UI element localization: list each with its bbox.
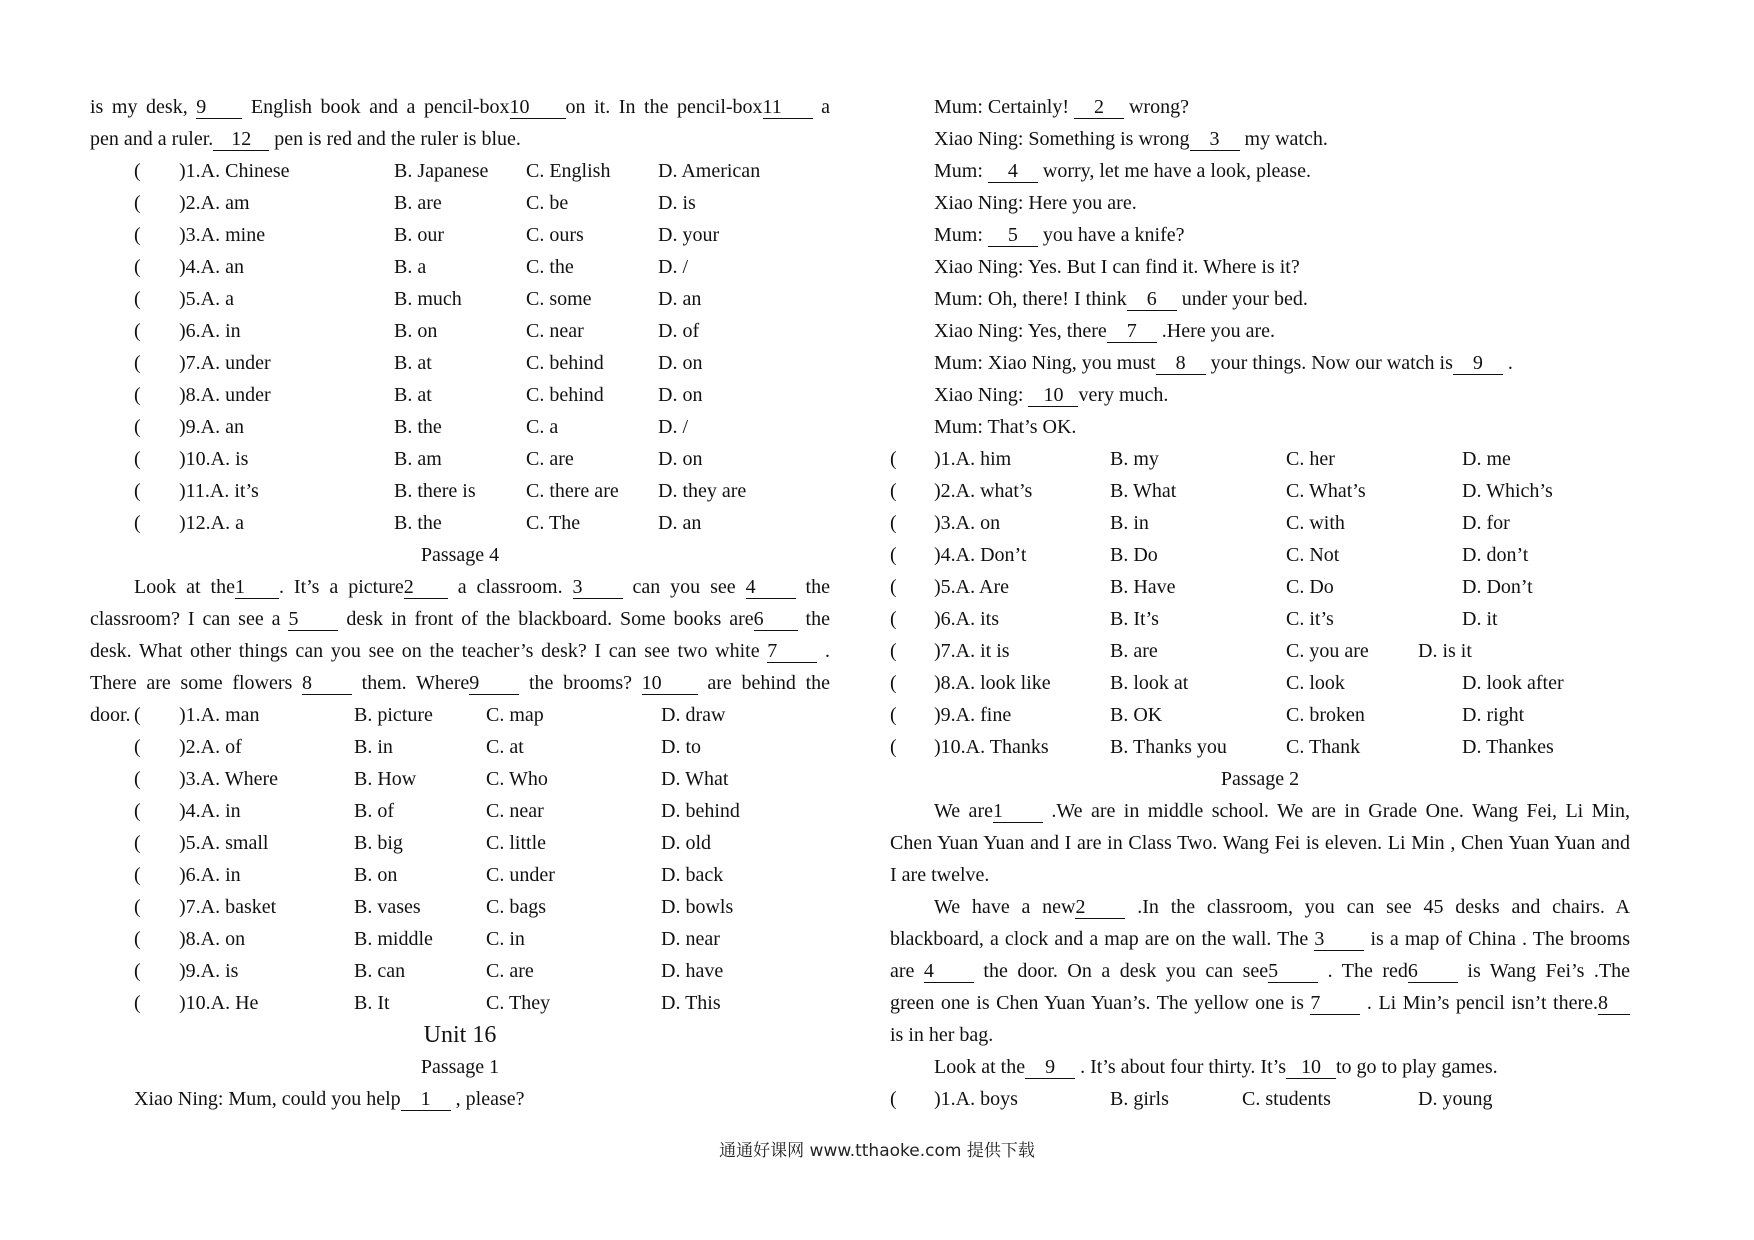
dialogue-line: Mum: 5 you have a knife? [934, 224, 1185, 246]
p4-line-2: classroom? I can see a 5 desk in front of the blackboard. Some books are6 the [90, 608, 830, 630]
question-row: ( )10.A. is B. am C. are D. on [134, 448, 703, 470]
p4-line-3: desk. What other things can you see on the teacher’s desk? I can see two white 7 . [90, 640, 830, 662]
passage-2-text [890, 795, 1630, 1083]
dialogue-line: Mum: That’s OK. [934, 416, 1077, 438]
dialogue-line: Mum: Oh, there! I think 6 under your bed. [934, 288, 1308, 310]
question-row: ( )5.A. small B. big C. little D. old [134, 832, 711, 854]
p2-line: We are1 .We are in middle school. We are in Grade One. Wang Fei, Li Min, [934, 800, 1630, 822]
passage-3-questions [90, 155, 830, 539]
question-row: ( )12.A. a B. the C. The D. an [134, 512, 702, 534]
question-row: ( )3.A. Where B. How C. Who D. What [134, 768, 729, 790]
blank-12: 12 [213, 128, 269, 151]
question-row: ( )8.A. under B. at C. behind D. on [134, 384, 703, 406]
p3-line-1: is my desk, 9 English book and a pencil-box10 on it. In the pencil-box11 a [90, 96, 830, 118]
p2-line: I are twelve. [890, 864, 990, 886]
question-row: ( )10.A. Thanks B. Thanks you C. Thank D. Thankes [890, 736, 1554, 758]
passage-4-questions [90, 699, 830, 1019]
question-row: ( )9.A. is B. can C. are D. have [134, 960, 724, 982]
dialogue-line: Xiao Ning: Here you are. [934, 192, 1137, 214]
p2-line: are 4 the door. On a desk you can see5 . The red6 is Wang Fei’s .The [890, 960, 1631, 982]
question-row: ( )4.A. in B. of C. near D. behind [134, 800, 740, 822]
question-row: ( )6.A. in B. on C. near D. of [134, 320, 700, 342]
dialogue-line: Mum: Xiao Ning, you must 8 your things. Now our watch is 9 . [934, 352, 1513, 374]
question-row: ( )10.A. He B. It C. They D. This [134, 992, 721, 1014]
question-row: ( )1.A. him B. my C. her D. me [890, 448, 1511, 470]
dialogue [890, 91, 1630, 443]
p4-line-4: There are some flowers 8 them. Where9 the brooms? 10 are behind the [90, 672, 831, 694]
p2-line: blackboard, a clock and a map are on the wall. The 3 is a map of China . The brooms [890, 928, 1630, 950]
blank-11: 11 [763, 96, 813, 119]
p2-line: is in her bag. [890, 1024, 994, 1046]
question-row: ( )4.A. Don’t B. Do C. Not D. don’t [890, 544, 1529, 566]
unit-title: Unit 16 [423, 1022, 497, 1048]
dialogue-line: Xiao Ning: Something is wrong 3 my watch. [934, 128, 1328, 150]
question-row: ( )11.A. it’s B. there is C. there are D. they are [134, 480, 747, 502]
question-row: ( )3.A. on B. in C. with D. for [890, 512, 1510, 534]
question-row: ( )5.A. a B. much C. some D. an [134, 288, 702, 310]
question-row: ( )2.A. what’s B. What C. What’s D. Which’s [890, 480, 1553, 502]
p2-line: Chen Yuan Yuan and I are in Class Two. Wang Fei is eleven. Li Min , Chen Yuan Yuan and [890, 832, 1630, 854]
question-row: ( )1.A. boys B. girls C. students D. young [890, 1088, 1493, 1110]
question-row: ( )7.A. basket B. vases C. bags D. bowls [134, 896, 734, 918]
question-row: ( )2.A. of B. in C. at D. to [134, 736, 701, 758]
question-row: ( )7.A. under B. at C. behind D. on [134, 352, 703, 374]
question-row: ( )9.A. an B. the C. a D. / [134, 416, 688, 438]
passage-2-title: Passage 2 [1220, 768, 1300, 790]
dialogue-line: Xiao Ning: Yes. But I can find it. Where is it? [934, 256, 1300, 278]
question-row: ( )2.A. am B. are C. be D. is [134, 192, 696, 214]
question-row: ( )1.A. Chinese B. Japanese C. English D. American [134, 160, 761, 182]
dialogue-line: Mum: 4 worry, let me have a look, please. [934, 160, 1311, 182]
blank-10: 10 [510, 96, 566, 119]
question-row: ( )6.A. in B. on C. under D. back [134, 864, 724, 886]
question-row: ( )8.A. on B. middle C. in D. near [134, 928, 720, 950]
p2-line: green one is Chen Yuan Yuan’s. The yellow one is 7 . Li Min’s pencil isn’t there.8 [890, 987, 1630, 1019]
p3-line-2: pen and a ruler. 12 pen is red and the ruler is blue. [90, 128, 521, 150]
blank-9: 9 [196, 96, 242, 119]
dialogue-line: Mum: Certainly! 2 wrong? [934, 96, 1189, 118]
question-row: ( )8.A. look like B. look at C. look D. look after [890, 672, 1564, 694]
question-row: ( )3.A. mine B. our C. ours D. your [134, 224, 720, 246]
right-column [890, 91, 1630, 1115]
footer-source: 通通好课网 www.tthaoke.com 提供下载 [719, 1141, 1035, 1161]
unit16-passage-1-title: Passage 1 [420, 1056, 500, 1078]
question-row: ( )9.A. fine B. OK C. broken D. right [890, 704, 1525, 726]
dialogue-line: Xiao Ning: 10 very much. [934, 384, 1169, 406]
question-row: door. ( )1.A. man B. picture C. map D. draw [90, 704, 726, 726]
question-row: ( )6.A. its B. It’s C. it’s D. it [890, 608, 1498, 630]
unit16-passage-1-questions [890, 443, 1630, 763]
question-row: ( )4.A. an B. a C. the D. / [134, 256, 688, 278]
passage-4-title: Passage 4 [420, 544, 500, 566]
question-row: ( )7.A. it is B. are C. you are D. is it [890, 640, 1472, 662]
dialogue-line: Xiao Ning: Yes, there 7 .Here you are. [934, 320, 1276, 342]
p4-line-1: Look at the1 . It’s a picture2 a classroom. 3 can you see 4 the [134, 576, 830, 598]
u16-p1-line-1: Xiao Ning: Mum, could you help 1 , please? [134, 1088, 525, 1110]
question-row: ( )5.A. Are B. Have C. Do D. Don’t [890, 576, 1533, 598]
p2-line: Look at the 9 . It’s about four thirty. It’s 10 to go to play games. [934, 1056, 1498, 1078]
left-column [90, 91, 830, 1115]
p2-line: We have a new2 .In the classroom, you can see 45 desks and chairs. A [934, 896, 1630, 918]
